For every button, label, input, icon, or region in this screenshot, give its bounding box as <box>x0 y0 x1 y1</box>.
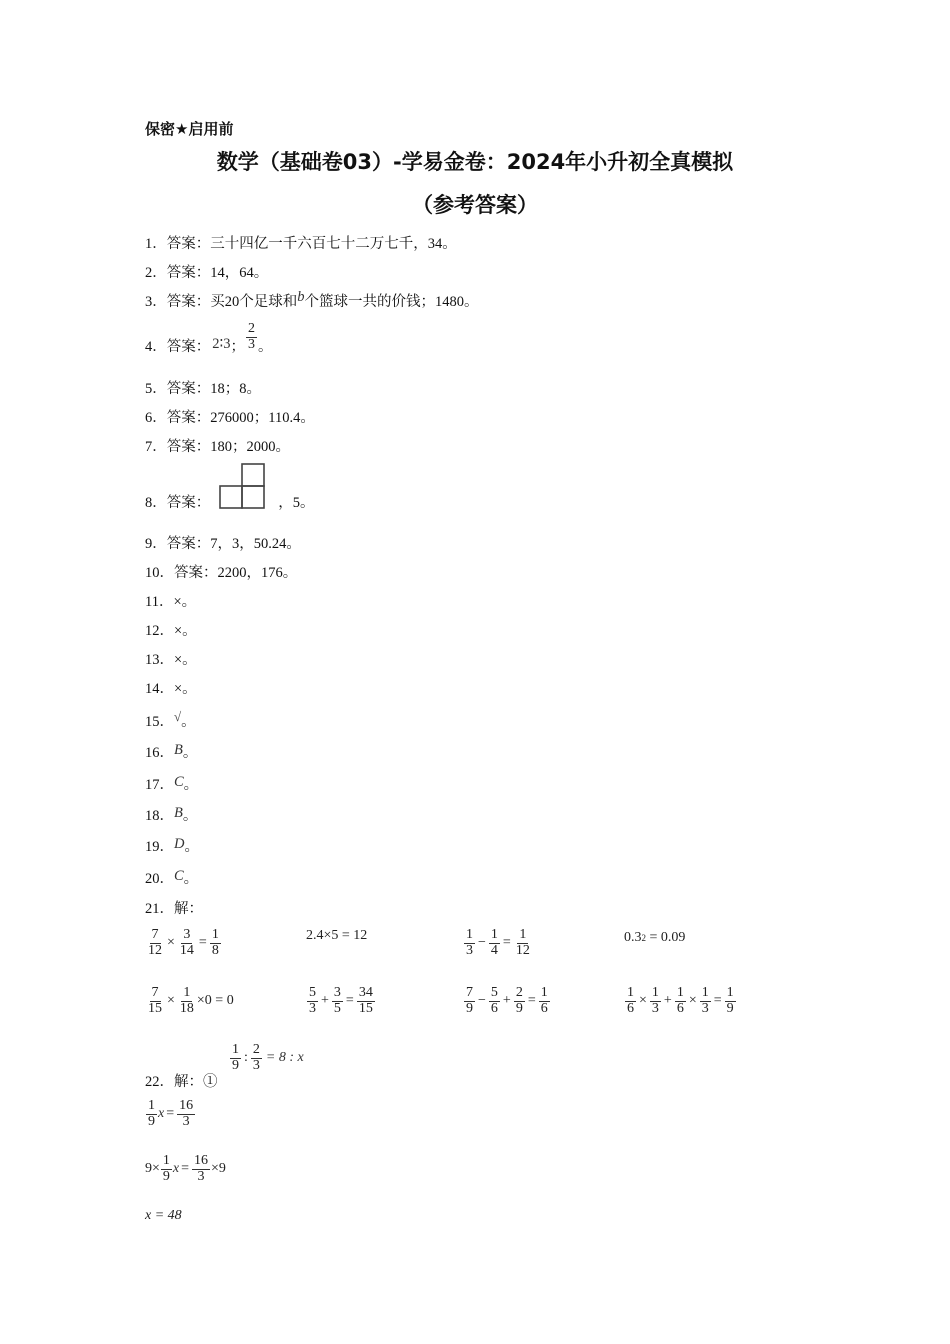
confidential-label: 保密★启用前 <box>145 120 234 138</box>
q21-eq-3: $\frac{1}{3}$ − $\frac{1}{4}$ = $\frac{1}{12}$ <box>466 927 530 958</box>
answer-12: 12．×。 <box>145 623 197 639</box>
answer-17: 17．C。 <box>145 774 199 793</box>
answer-9: 9．答案：7，3，50.24。 <box>145 536 301 552</box>
q21-eq-7: $\frac{7}{9}$ − $\frac{5}{6}$ + $\frac{2}{9}$ = $\frac{1}{6}$ <box>466 985 548 1016</box>
answer-3: 3．答案：买20个足球和b个篮球一共的价钱；1480。 <box>145 289 479 310</box>
answer-19: 19．D。 <box>145 836 199 855</box>
answer-16: 16．B。 <box>145 742 198 761</box>
answer-11: 11．×。 <box>145 594 197 610</box>
answer-10: 10．答案：2200，176。 <box>145 565 298 581</box>
page-subtitle: （参考答案） <box>412 193 538 217</box>
answer-2: 2．答案：14，64。 <box>145 265 269 281</box>
answer-7: 7．答案：180；2000。 <box>145 439 290 455</box>
answer-5: 5．答案：18；8。 <box>145 381 261 397</box>
answer-1: 1．答案：三十四亿一千六百七十二万七千，34。 <box>145 236 457 252</box>
answer-21-heading: 21．解： <box>145 901 203 917</box>
q21-eq-4: 0.3 2 = 0.09 <box>624 930 686 945</box>
q22-step-2: $\frac{1}{9}$ x = $\frac{16}{3}$ <box>148 1098 194 1129</box>
answer-8: 8．答案： ，5。 <box>145 462 315 514</box>
answer-13: 13．×。 <box>145 652 197 668</box>
answer-14: 14．×。 <box>145 681 197 697</box>
answer-20: 20．C。 <box>145 868 199 887</box>
answer-15: 15．√。 <box>145 709 196 730</box>
q21-eq-8: $\frac{1}{6}$ × $\frac{1}{3}$ + $\frac{1}{6}$ × $\frac{1}{3}$ = $\frac{1}{9}$ <box>627 985 734 1016</box>
answer-18: 18．B。 <box>145 805 198 824</box>
q21-eq-6: $\frac{5}{3}$ + $\frac{3}{5}$ = $\frac{34}{15}$ <box>309 985 373 1016</box>
q22-step-3: 9× $\frac{1}{9}$ x = $\frac{16}{3}$ ×9 <box>145 1153 226 1184</box>
q22-step-1: $\frac{1}{9}$ : $\frac{2}{3}$ = 8 : x <box>232 1042 304 1073</box>
answer-22-heading: 22．解：① <box>145 1074 218 1090</box>
answer-6: 6．答案：276000；110.4。 <box>145 410 315 426</box>
page-title: 数学（基础卷03）-学易金卷：2024年小升初全真模拟 <box>216 150 734 174</box>
q21-eq-5: $\frac{7}{15}$ × $\frac{1}{18}$ ×0 = 0 <box>148 985 234 1016</box>
square-net-shape <box>210 462 278 514</box>
answer-4: 4．答案： 2∶3 ； $\frac{2}{3}$ 。 <box>145 321 273 356</box>
q22-step-4: x = 48 <box>145 1208 182 1223</box>
q21-eq-2: 2.4×5 = 12 <box>306 928 368 943</box>
q21-eq-1: $\frac{7}{12}$ × $\frac{3}{14}$ = $\frac{1}{8}$ <box>148 927 219 958</box>
